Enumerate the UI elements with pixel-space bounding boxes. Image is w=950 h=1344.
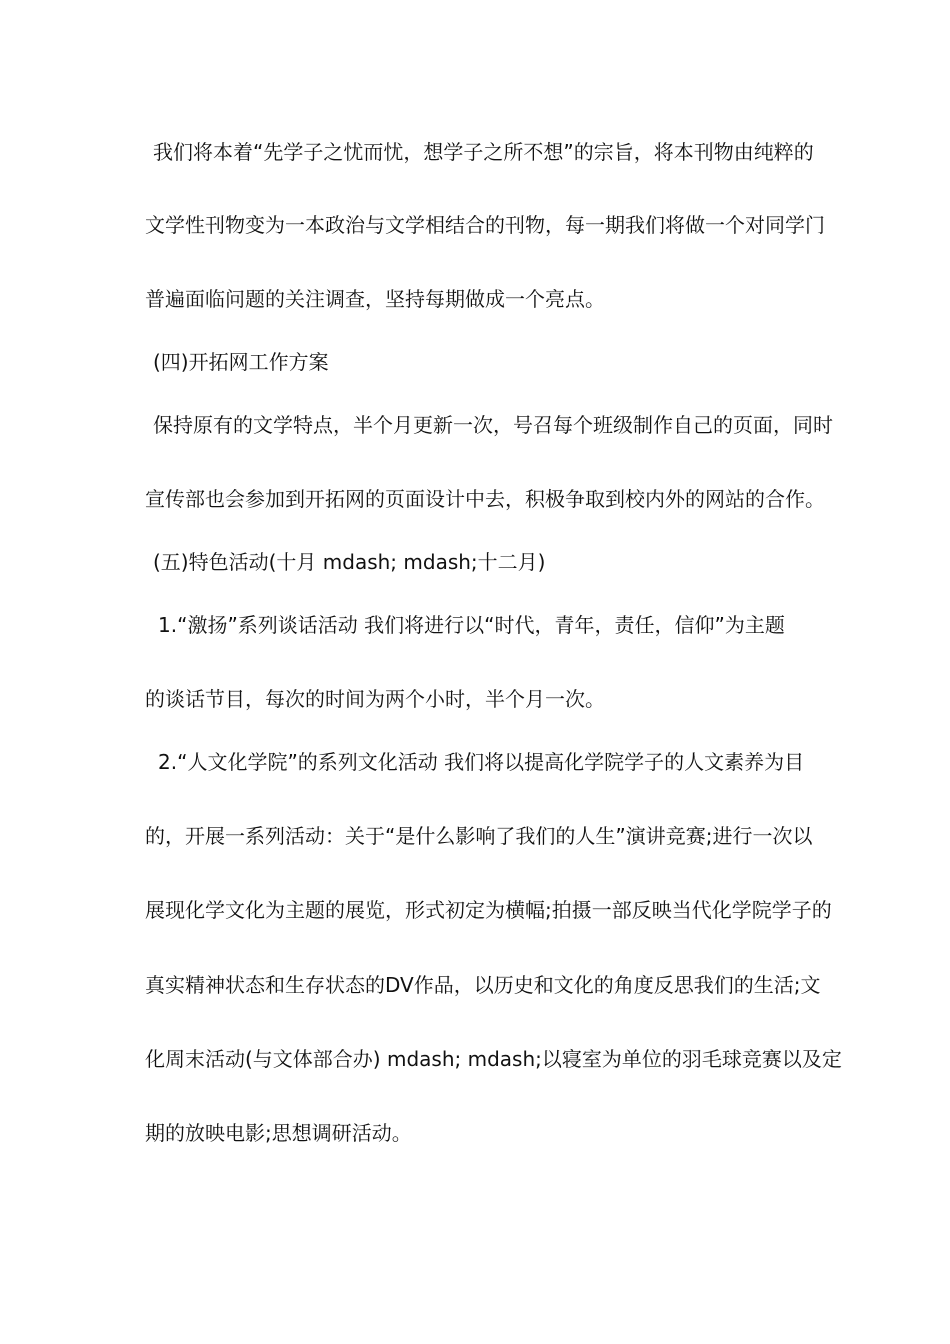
list-item-line: 1.“激扬”系列谈话活动 我们将进行以“时代，青年，责任，信仰”为主题: [158, 613, 785, 637]
paragraph-line: 宣传部也会参加到开拓网的页面设计中去，积极争取到校内外的网站的合作。: [145, 487, 825, 511]
paragraph-line: 保持原有的文学特点，半个月更新一次，号召每个班级制作自己的页面，同时: [153, 413, 833, 437]
paragraph-line: 的谈话节目，每次的时间为两个小时，半个月一次。: [145, 687, 605, 711]
paragraph-line: 化周末活动(与文体部合办) mdash; mdash;以寝室为单位的羽毛球竞赛以及定: [145, 1047, 842, 1071]
paragraph-line: 普遍面临问题的关注调查，坚持每期做成一个亮点。: [145, 287, 605, 311]
paragraph-line: 我们将本着“先学子之忧而忧，想学子之所不想”的宗旨，将本刊物由纯粹的: [153, 140, 814, 164]
paragraph-line: 真实精神状态和生存状态的DV作品，以历史和文化的角度反思我们的生活;文: [145, 973, 821, 997]
paragraph-line: 展现化学文化为主题的展览，形式初定为横幅;拍摄一部反映当代化学院学子的: [145, 898, 832, 922]
section-heading: (四)开拓网工作方案: [153, 350, 329, 374]
paragraph-line: 期的放映电影;思想调研活动。: [145, 1121, 412, 1145]
paragraph-line: 的，开展一系列活动：关于“是什么影响了我们的人生”演讲竞赛;进行一次以: [145, 824, 813, 848]
paragraph-line: 文学性刊物变为一本政治与文学相结合的刊物，每一期我们将做一个对同学门: [145, 213, 825, 237]
list-item-line: 2.“人文化学院”的系列文化活动 我们将以提高化学院学子的人文素养为目: [158, 750, 805, 774]
section-heading: (五)特色活动(十月 mdash; mdash;十二月): [153, 550, 546, 574]
